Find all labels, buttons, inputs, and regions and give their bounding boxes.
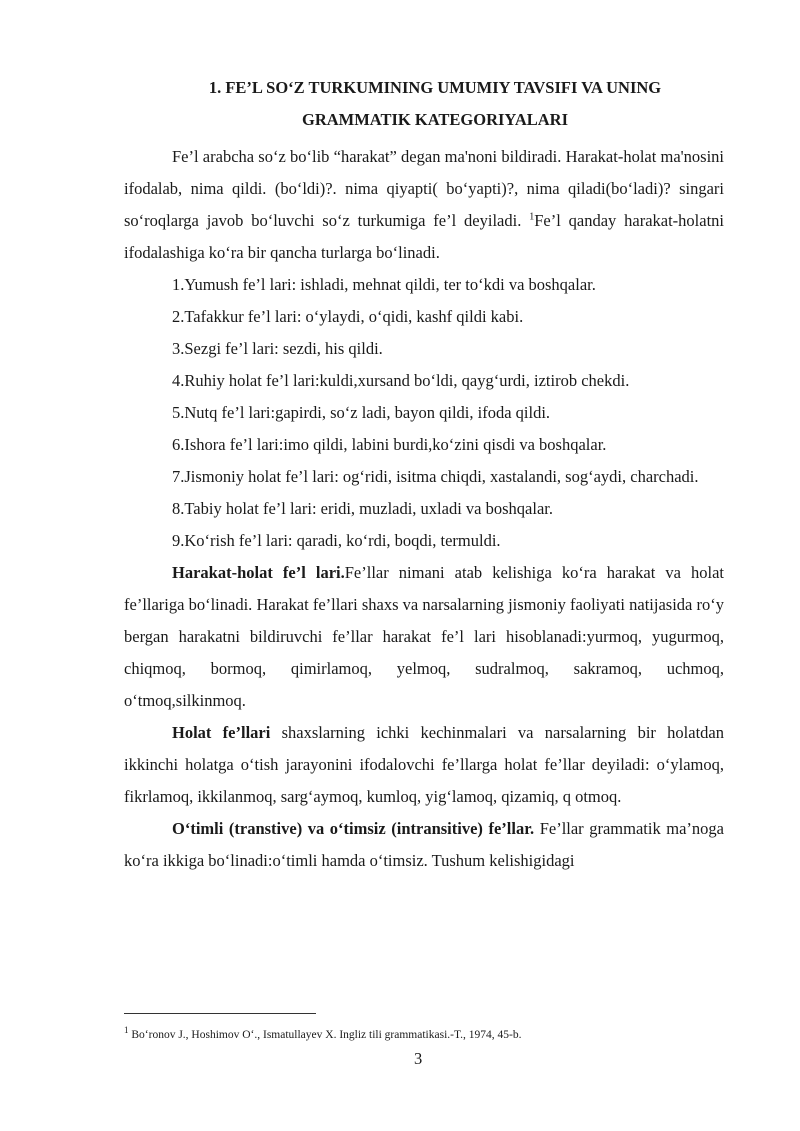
otimli-paragraph	[124, 813, 724, 877]
chapter-title-line-2: GRAMMATIK KATEGORIYALARI	[301, 110, 568, 129]
intro-text: Fe’l arabcha so‘z bo‘lib “harakat” degan ma'noni bildiradi. Harakat-holat ma'nosini ifodalab, nima qildi. (bo‘ldi)?. nima qiyapti( bo‘yapti)?, nima qiladi(bo‘ladi)? singari so‘roqlarga javob bo‘luvchi so‘z turkumiga fe’l deyiladi.	[124, 147, 724, 230]
otimli-text: Fe’llar grammatik ma’noga ko‘ra ikkiga bo‘linadi:o‘timli hamda o‘timsiz. Tushum kelishigidagi	[124, 819, 725, 870]
verb-type-item: 6.Ishora fe’l lari:imo qildi, labini burdi,ko‘zini qisdi va boshqalar.	[172, 435, 607, 454]
footnote-mark: 1	[124, 1025, 129, 1036]
body-text	[124, 141, 724, 877]
verb-type-item: 9.Ko‘rish fe’l lari: qaradi, ko‘rdi, boqdi, termuldi.	[172, 531, 501, 550]
holat-heading: Holat fe’llari	[172, 723, 271, 742]
footnote	[124, 1025, 744, 1042]
holat-text: shaxslarning ichki kechinmalari va narsalarning bir holatdan ikkinchi holatga o‘tish jarayonini ifodalovchi fe’llarga holat fe’llar deyiladi: o‘ylamoq, fikrlamoq, ikkilanmoq, sarg‘aymoq, kumloq, yig‘lamoq, qizamiq, q otmoq.	[124, 723, 724, 806]
verb-type-item: 1.Yumush fe’l lari: ishladi, mehnat qildi, ter to‘kdi va boshqalar.	[172, 275, 596, 294]
footnote-separator	[124, 1013, 316, 1014]
harakat-paragraph	[124, 557, 724, 717]
footnote-reference[interactable]: 1	[529, 211, 535, 223]
verb-type-item: 4.Ruhiy holat fe’l lari:kuldi,xursand bo‘ldi, qayg‘urdi, iztirob chekdi.	[172, 371, 630, 390]
verb-type-item: 2.Tafakkur fe’l lari: o‘ylaydi, o‘qidi, kashf qildi kabi.	[172, 307, 524, 326]
footnote-text: Bo‘ronov J., Hoshimov O‘., Ismatullayev X. Ingliz tili grammatikasi.-T., 1974, 45-b.	[128, 1029, 522, 1041]
verb-type-item: 3.Sezgi fe’l lari: sezdi, his qildi.	[172, 339, 383, 358]
harakat-text: Fe’llar nimani atab kelishiga ko‘ra harakat va holat fe’llariga bo‘linadi. Harakat fe’llari shaxs va narsalarning jismoniy faoliyati natijasida ro‘y bergan harakatni bildiruvchi fe’llar harakat fe’l lari hisoblanadi:yurmoq, yugurmoq, chiqmoq, bormoq, qimirlamoq, yelmoq, sudralmoq, sakramoq, uchmoq, o‘tmoq,silkinmoq.	[124, 563, 724, 710]
verb-type-item: 5.Nutq fe’l lari:gapirdi, so‘z ladi, bayon qildi, ifoda qildi.	[172, 403, 551, 422]
harakat-heading: Harakat-holat fe’l lari.	[172, 563, 345, 582]
verb-type-item: 7.Jismoniy holat fe’l lari: og‘ridi, isitma chiqdi, xastalandi, sog‘aydi, charchadi.	[172, 467, 699, 486]
verb-type-item: 8.Tabiy holat fe’l lari: eridi, muzladi, uxladi va boshqalar.	[172, 499, 553, 518]
otimli-heading: O‘timli (transtive) va o‘timsiz (intransitive) fe’llar.	[172, 819, 535, 838]
chapter-title-line-1: 1. FE’L SO‘Z TURKUMINING UMUMIY TAVSIFI VA UNING	[208, 78, 662, 97]
page-number: 3	[414, 1049, 423, 1068]
holat-paragraph	[124, 717, 724, 813]
intro-text-2: Fe’l qanday harakat-holatni ifodalashiga ko‘ra bir qancha turlarga bo‘linadi.	[124, 211, 725, 262]
intro-paragraph	[124, 141, 724, 269]
